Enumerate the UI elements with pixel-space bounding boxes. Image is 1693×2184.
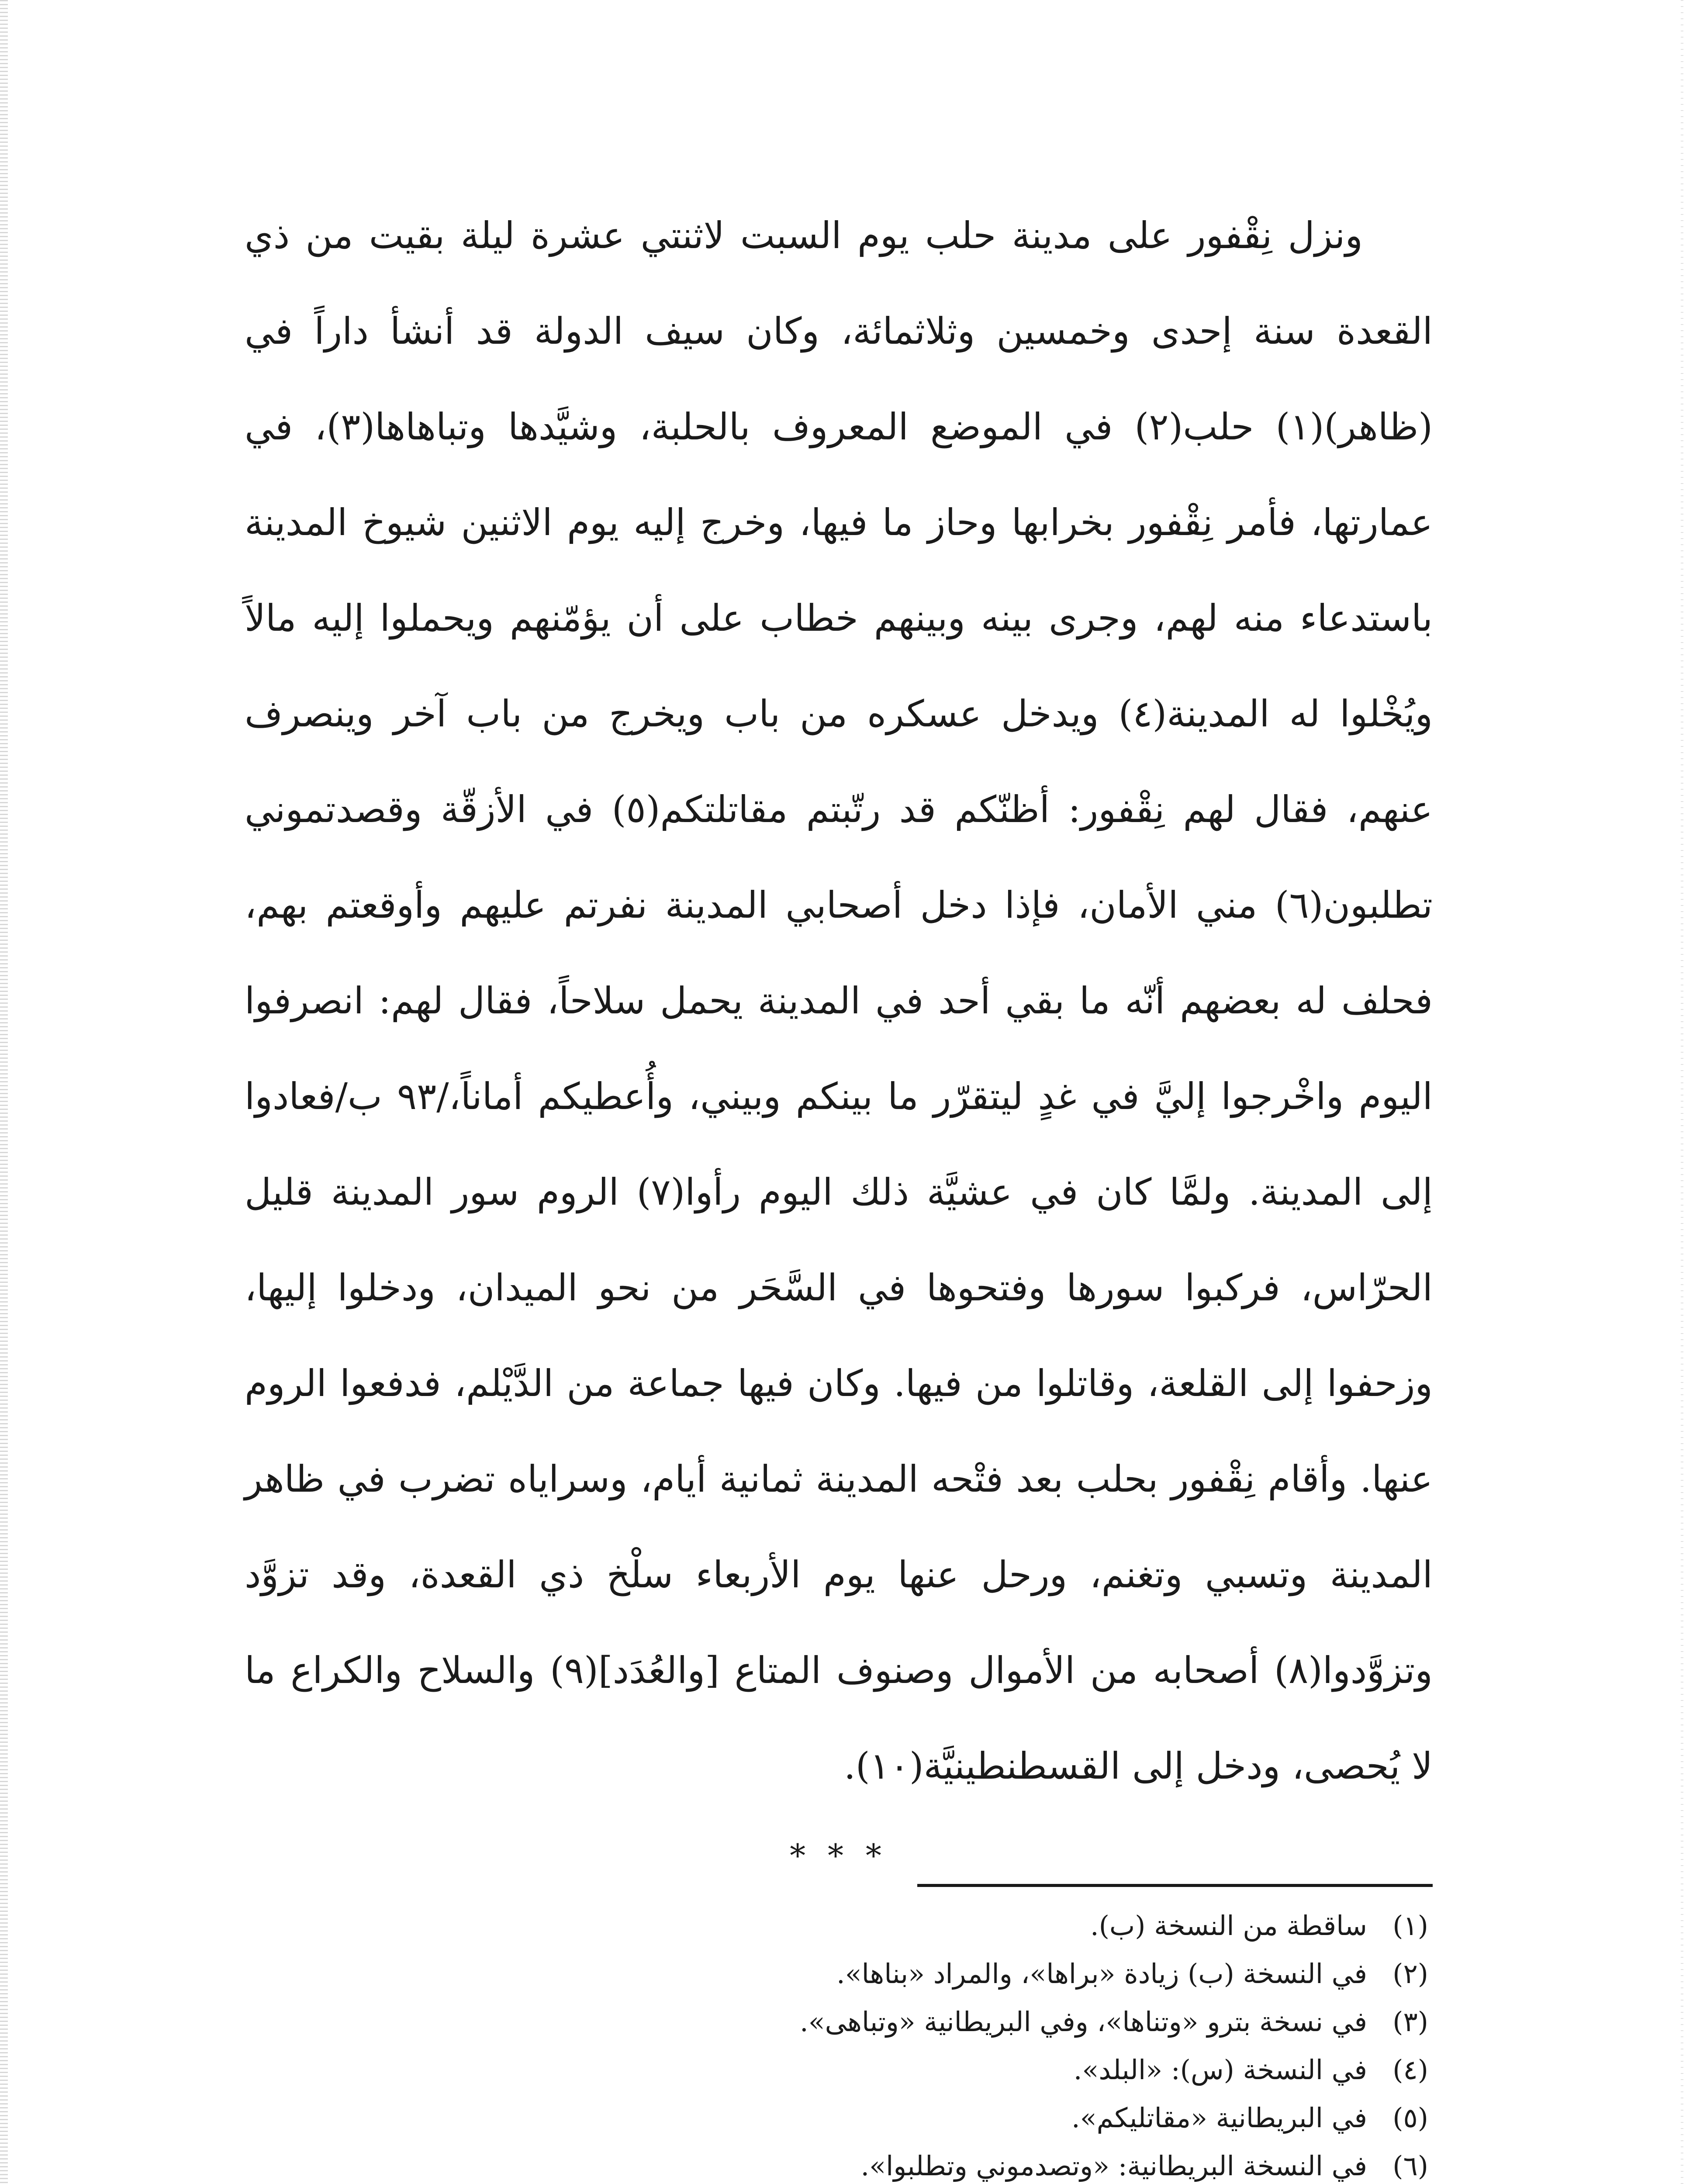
footnote-number: (٦) bbox=[1392, 2150, 1428, 2182]
footnote-2 bbox=[245, 1950, 1433, 1998]
footnote-1 bbox=[245, 1902, 1433, 1950]
scan-right-edge bbox=[1681, 0, 1683, 2184]
section-separator: * * * bbox=[790, 1837, 888, 1874]
body-paragraph: ونزل نِقْفور على مدينة حلب يوم السبت لاثنتي عشرة ليلة بقيت من ذي القعدة سنة إحدى وخمسين وثلاثمائة، وكان سيف الدولة قد أنشأ داراً في (ظاهر)(١) حلب(٢) في الموضع المعروف بالحلبة، وشيَّدها وتباهاها(٣)، في عمارتها، فأمر نِقْفور بخرابها وحاز ما فيها، وخرج إليه يوم الاثنين شيوخ المدينة باستدعاء منه لهم، وجرى بينه وبينهم خطاب على أن يؤمّنهم ويحملوا إليه مالاً ويُخْلوا له المدينة(٤) ويدخل عسكره من باب ويخرج من باب آخر وينصرف عنهم، فقال لهم نِقْفور: أظنّكم قد رتّبتم مقاتلتكم(٥) في الأزقّة وقصدتموني تطلبون(٦) مني الأمان، فإذا دخل أصحابي المدينة نفرتم عليهم وأوقعتم بهم، فحلف له بعضهم أنّه ما بقي أحد في المدينة يحمل سلاحاً، فقال لهم: انصرفوا اليوم واخْرجوا إليَّ في غدٍ ليتقرّر ما بينكم وبيني، وأُعطيكم أماناً،/٩٣ ب/فعادوا إلى المدينة. ولمَّا كان في عشيَّة ذلك اليوم رأوا(٧) الروم سور المدينة قليل الحرّاس، فركبوا سورها وفتحوها في السَّحَر من نحو الميدان، ودخلوا إليها، وزحفوا إلى القلعة، وقاتلوا من فيها. وكان فيها جماعة من الدَّيْلم، فدفعوا الروم عنها. وأقام نِقْفور بحلب بعد فتْحه المدينة ثمانية أيام، وسراياه تضرب في ظاهر المدينة وتسبي وتغنم، ورحل عنها يوم الأربعاء سلْخ ذي القعدة، وقد تزوَّد وتزوَّدوا(٨) أصحابه من الأموال وصنوف المتاع [والعُدَد](٩) والسلاح والكراع ما لا يُحصى، ودخل إلى القسطنطينيَّة(١٠). bbox=[245, 214, 1433, 1787]
footnote-number: (١) bbox=[1392, 1910, 1428, 1942]
footnote-text: في النسخة البريطانية: «وتصدموني وتطلبوا». bbox=[860, 2150, 1367, 2182]
footnote-text: ساقطة من النسخة (ب). bbox=[1090, 1910, 1367, 1942]
footnote-4 bbox=[245, 2046, 1433, 2094]
footnote-number: (٣) bbox=[1392, 2006, 1428, 2038]
footnote-text: في نسخة بترو «وتناها»، وفي البريطانية «وتباهى». bbox=[799, 2006, 1367, 2038]
footnote-rule bbox=[917, 1884, 1433, 1887]
footnote-number: (٥) bbox=[1392, 2102, 1428, 2134]
footnote-6 bbox=[245, 2142, 1433, 2184]
footnote-number: (٤) bbox=[1392, 2054, 1428, 2086]
scan-left-edge bbox=[0, 0, 8, 2184]
footnote-text: في النسخة (ب) زيادة «براها»، والمراد «بناها». bbox=[836, 1958, 1367, 1990]
footnotes-list bbox=[245, 1902, 1433, 2184]
footnote-5 bbox=[245, 2094, 1433, 2142]
footnote-number: (٢) bbox=[1392, 1958, 1428, 1990]
footnote-3 bbox=[245, 1998, 1433, 2046]
footnote-text: في النسخة (س): «البلد». bbox=[1073, 2054, 1367, 2086]
footnote-text: في البريطانية «مقاتليكم». bbox=[1071, 2102, 1367, 2134]
document-page bbox=[245, 188, 1433, 2184]
